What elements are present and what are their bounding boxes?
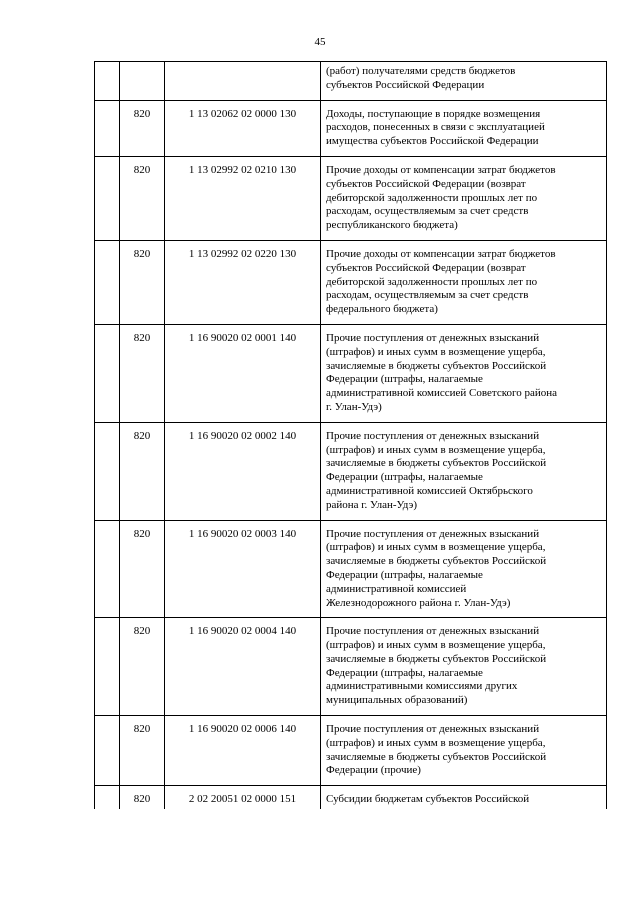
description-line: (штрафов) и иных сумм в возмещение ущерба,	[326, 345, 546, 358]
admin-code-cell: 820	[120, 520, 165, 618]
budget-code-cell: 1 16 90020 02 0006 140	[165, 716, 321, 786]
description-line: имущества субъектов Российской Федерации	[326, 135, 539, 148]
description-line: Доходы, поступающие в порядке возмещения	[326, 107, 541, 120]
table-row	[95, 422, 607, 520]
description-line: (штрафов) и иных сумм в возмещение ущерба,	[326, 639, 546, 652]
description-line: зачисляемые в бюджеты субъектов Российской	[326, 555, 547, 568]
description-line: зачисляемые в бюджеты субъектов Российской	[326, 457, 547, 470]
description-line: административными комиссиями других	[326, 680, 518, 693]
description-line: (штрафов) и иных сумм в возмещение ущерба,	[326, 736, 546, 749]
description-line: Прочие поступления от денежных взысканий	[326, 723, 540, 736]
budget-code-cell: 1 16 90020 02 0003 140	[165, 520, 321, 618]
description-line: Прочие поступления от денежных взысканий	[326, 429, 540, 442]
description-line: Субсидии бюджетам субъектов Российской	[326, 793, 530, 806]
row-margin-cell	[95, 618, 120, 716]
table-row	[95, 520, 607, 618]
description-line: дебиторской задолженности прошлых лет по	[326, 275, 538, 288]
description-cell	[321, 618, 607, 716]
budget-code-cell: 1 16 90020 02 0004 140	[165, 618, 321, 716]
description-cell	[321, 100, 607, 156]
admin-code-cell: 820	[120, 716, 165, 786]
row-margin-cell	[95, 100, 120, 156]
description-cell	[321, 240, 607, 324]
row-margin-cell	[95, 324, 120, 422]
row-margin-cell	[95, 156, 120, 240]
description-line: дебиторской задолженности прошлых лет по	[326, 191, 538, 204]
description-line: административной комиссией	[326, 582, 467, 595]
admin-code-cell: 820	[120, 156, 165, 240]
table-row	[95, 716, 607, 786]
description-line: субъектов Российской Федерации (возврат	[326, 177, 526, 190]
table-row	[95, 240, 607, 324]
description-line: Федерации (штрафы, налагаемые	[326, 666, 483, 679]
description-line: Прочие поступления от денежных взысканий	[326, 527, 540, 540]
budget-code-cell: 1 16 90020 02 0001 140	[165, 324, 321, 422]
description-line: расходов, понесенных в связи с эксплуатацией	[326, 121, 545, 134]
description-cell	[321, 520, 607, 618]
description-line: расходам, осуществляемым за счет средств	[326, 289, 529, 302]
description-line: Прочие поступления от денежных взысканий	[326, 331, 540, 344]
description-cell	[321, 716, 607, 786]
admin-code-cell: 820	[120, 240, 165, 324]
description-line: района г. Улан-Удэ)	[326, 498, 418, 511]
row-margin-cell	[95, 422, 120, 520]
admin-code-cell	[120, 62, 165, 101]
description-line: административной комиссией Октябрьского	[326, 484, 533, 497]
description-line: расходам, осуществляемым за счет средств	[326, 205, 529, 218]
description-line: Прочие поступления от денежных взысканий	[326, 625, 540, 638]
description-cell	[321, 324, 607, 422]
description-cell	[321, 786, 607, 809]
admin-code-cell: 820	[120, 422, 165, 520]
description-cell	[321, 62, 607, 101]
table-row	[95, 618, 607, 716]
budget-code-cell: 1 13 02992 02 0210 130	[165, 156, 321, 240]
description-line: (штрафов) и иных сумм в возмещение ущерба,	[326, 541, 546, 554]
description-line: зачисляемые в бюджеты субъектов Российской	[326, 652, 547, 665]
budget-code-cell	[165, 62, 321, 101]
description-line: административной комиссией Советского района	[326, 387, 558, 400]
row-margin-cell	[95, 786, 120, 809]
description-line: федерального бюджета)	[326, 303, 438, 316]
description-line: Прочие доходы от компенсации затрат бюджетов	[326, 163, 556, 176]
admin-code-cell: 820	[120, 786, 165, 809]
budget-code-cell: 2 02 20051 02 0000 151	[165, 786, 321, 809]
description-line: г. Улан-Удэ)	[326, 400, 382, 413]
description-line: Прочие доходы от компенсации затрат бюджетов	[326, 247, 556, 260]
description-cell	[321, 422, 607, 520]
description-line: зачисляемые в бюджеты субъектов Российской	[326, 359, 547, 372]
table-row	[95, 324, 607, 422]
description-line: (штрафов) и иных сумм в возмещение ущерба,	[326, 443, 546, 456]
description-cell	[321, 156, 607, 240]
row-margin-cell	[95, 240, 120, 324]
admin-code-cell: 820	[120, 100, 165, 156]
description-line: Железнодорожного района г. Улан-Удэ)	[326, 596, 511, 609]
table-row	[95, 156, 607, 240]
description-line: субъектов Российской Федерации (возврат	[326, 261, 526, 274]
page-number: 45	[314, 36, 326, 48]
admin-code-cell: 820	[120, 618, 165, 716]
table-row	[95, 62, 607, 101]
description-line: муниципальных образований)	[326, 694, 468, 707]
table-row	[95, 100, 607, 156]
budget-code-cell: 1 13 02062 02 0000 130	[165, 100, 321, 156]
row-margin-cell	[95, 520, 120, 618]
revenue-codes-table	[94, 61, 607, 809]
row-margin-cell	[95, 62, 120, 101]
admin-code-cell: 820	[120, 324, 165, 422]
row-margin-cell	[95, 716, 120, 786]
description-line: Федерации (штрафы, налагаемые	[326, 373, 483, 386]
budget-code-cell: 1 13 02992 02 0220 130	[165, 240, 321, 324]
table-row	[95, 786, 607, 809]
budget-code-cell: 1 16 90020 02 0002 140	[165, 422, 321, 520]
description-line: субъектов Российской Федерации	[326, 78, 485, 91]
description-line: Федерации (прочие)	[326, 764, 421, 777]
description-line: (работ) получателями средств бюджетов	[326, 65, 516, 77]
description-line: зачисляемые в бюджеты субъектов Российской	[326, 750, 547, 763]
description-line: Федерации (штрафы, налагаемые	[326, 568, 483, 581]
description-line: Федерации (штрафы, налагаемые	[326, 471, 483, 484]
description-line: республиканского бюджета)	[326, 219, 458, 232]
table-body	[95, 62, 607, 810]
